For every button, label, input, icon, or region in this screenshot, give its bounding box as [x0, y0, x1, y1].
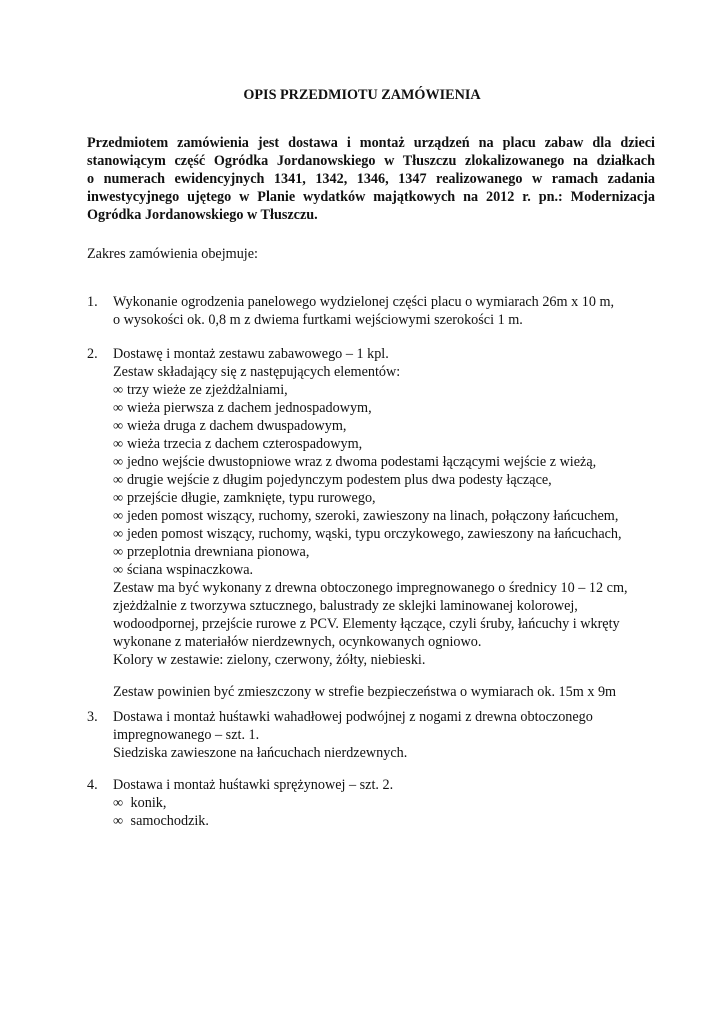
item-line: Siedziska zawieszone na łańcuchach nierdzewnych.: [113, 745, 408, 761]
intro-line: inwestycyjnego ujętego w Planie wydatków majątkowych na 2012 r. pn.: Modernizacja: [87, 189, 655, 205]
infinity-bullet-icon: ∞: [113, 472, 124, 488]
item-body: [113, 293, 688, 329]
item-number: 1.: [87, 294, 98, 310]
infinity-bullet-icon: ∞: [113, 508, 124, 524]
item-line: wykonane z materiałów nierdzewnych, ocynkowanych ogniowo.: [113, 634, 482, 650]
document-title: OPIS PRZEDMIOTU ZAMÓWIENIA: [243, 87, 481, 103]
item-number: 3.: [87, 709, 98, 725]
infinity-bullet-icon: ∞: [113, 400, 124, 416]
item-line: Zestaw ma być wykonany z drewna obtoczonego impregnowanego o średnicy 10 – 12 cm,: [113, 580, 628, 596]
bullet-item: ∞ przejście długie, zamknięte, typu rurowego,: [113, 490, 376, 506]
item-line: wodoodpornej, przejście rurowe z PCV. Elementy łączące, czyli śruby, łańcuchy i wkręty: [113, 616, 620, 632]
item-body: [113, 345, 688, 701]
infinity-bullet-icon: ∞: [113, 544, 124, 560]
intro-line: o numerach ewidencyjnych 1341, 1342, 1346, 1347 realizowanego w ramach zadania: [87, 171, 655, 187]
bullet-item: ∞ drugie wejście z długim pojedynczym podestem plus dwa podesty łączące,: [113, 472, 552, 488]
item-number: 4.: [87, 777, 98, 793]
bullet-item: ∞ wieża pierwsza z dachem jednospadowym,: [113, 400, 372, 416]
bullet-item: ∞ wieża trzecia z dachem czterospadowym,: [113, 436, 363, 452]
infinity-bullet-icon: ∞: [113, 795, 124, 811]
item-line: Dostawa i montaż huśtawki sprężynowej – szt. 2.: [113, 777, 394, 793]
infinity-bullet-icon: ∞: [113, 418, 124, 434]
bullet-item: ∞ trzy wieże ze zjeżdżalniami,: [113, 382, 288, 398]
bullet-item: ∞ samochodzik.: [113, 813, 209, 829]
item-line: Dostawa i montaż huśtawki wahadłowej podwójnej z nogami z drewna obtoczonego: [113, 709, 593, 725]
intro-line: Ogródka Jordanowskiego w Tłuszczu.: [87, 207, 318, 223]
infinity-bullet-icon: ∞: [113, 454, 124, 470]
item-body: [113, 708, 688, 762]
intro-line: Przedmiotem zamówienia jest dostawa i montaż urządzeń na placu zabaw dla dzieci: [87, 135, 655, 151]
item-line: zjeżdżalnie z tworzywa sztucznego, balustrady ze sklejki laminowanej kolorowej,: [113, 598, 578, 614]
item-line: Dostawę i montaż zestawu zabawowego – 1 kpl.: [113, 346, 389, 362]
item-line: Wykonanie ogrodzenia panelowego wydzielonej części placu o wymiarach 26m x 10 m,: [113, 294, 615, 310]
infinity-bullet-icon: ∞: [113, 490, 124, 506]
intro-paragraph: [87, 134, 655, 224]
infinity-bullet-icon: ∞: [113, 562, 124, 578]
infinity-bullet-icon: ∞: [113, 526, 124, 542]
bullet-item: ∞ wieża druga z dachem dwuspadowym,: [113, 418, 347, 434]
item-line: o wysokości ok. 0,8 m z dwiema furtkami wejściowymi szerokości 1 m.: [113, 312, 523, 328]
bullet-item: ∞ jedno wejście dwustopniowe wraz z dwoma podestami łączącymi wejście z wieżą,: [113, 454, 597, 470]
item-line: Zestaw składający się z następujących elementów:: [113, 364, 401, 380]
item-number: 2.: [87, 346, 98, 362]
infinity-bullet-icon: ∞: [113, 813, 124, 829]
bullet-item: ∞ ściana wspinaczkowa.: [113, 562, 254, 578]
item-line: Zestaw powinien być zmieszczony w strefie bezpieczeństwa o wymiarach ok. 15m x 9m: [113, 684, 617, 700]
item-line: impregnowanego – szt. 1.: [113, 727, 260, 743]
bullet-item: ∞ jeden pomost wiszący, ruchomy, szeroki, zawieszony na linach, połączony łańcuchem,: [113, 508, 619, 524]
item-line: Kolory w zestawie: zielony, czerwony, żółty, niebieski.: [113, 652, 426, 668]
bullet-item: ∞ jeden pomost wiszący, ruchomy, wąski, typu orczykowego, zawieszony na łańcuchach,: [113, 526, 622, 542]
infinity-bullet-icon: ∞: [113, 436, 124, 452]
intro-line: stanowiącym część Ogródka Jordanowskiego w Tłuszczu zlokalizowanego na działkach: [87, 153, 655, 169]
item-body: [113, 776, 688, 830]
scope-heading: Zakres zamówienia obejmuje:: [87, 246, 258, 262]
bullet-item: ∞ konik,: [113, 795, 167, 811]
infinity-bullet-icon: ∞: [113, 382, 124, 398]
bullet-item: ∞ przeplotnia drewniana pionowa,: [113, 544, 310, 560]
